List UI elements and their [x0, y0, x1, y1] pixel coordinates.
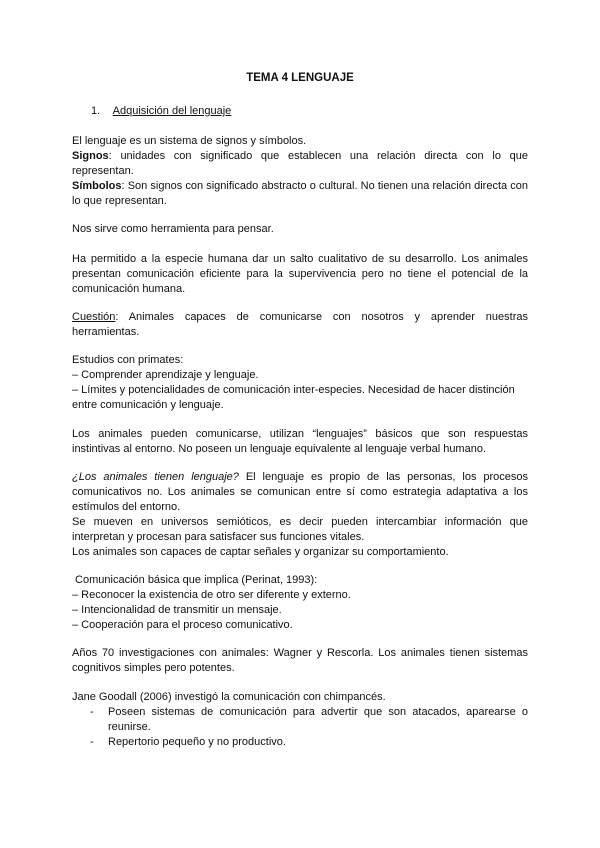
paragraph-herramienta: Nos sirve como herramienta para pensar. [72, 223, 274, 235]
comunicacion-item: – Intencionalidad de transmitir un mensaje. [72, 604, 282, 616]
comunicacion-item: – Cooperación para el proceso comunicativo. [72, 619, 293, 631]
pregunta-text: El lenguaje es propio de las personas, los procesos comunicativos no. Los animales se comunican entre sí como estrategia adaptativa a los estímulos del entorno. [72, 471, 529, 513]
paragraph-salto-cualitativo: Ha permitido a la especie humana dar un salto cualitativo de su desarrollo. Los animales presentan comunicación eficiente para la supervivencia pero no tiene el potencial de la comunicación humana. [72, 253, 528, 295]
list-item [90, 735, 528, 750]
goodall-list [90, 705, 528, 750]
estudios-item: – Comprender aprendizaje y lenguaje. [72, 369, 259, 381]
dash-bullet: - [90, 706, 94, 718]
pregunta-semioticos: Se mueven en universos semióticos, es decir pueden intercambiar información que interpretan y procesan para satisfacer sus funciones vitales. [72, 516, 528, 543]
paragraph-cuestion [72, 310, 528, 340]
comunicacion-basica [72, 573, 528, 633]
section-number: 1. [91, 105, 101, 117]
page-title: TEMA 4 LENGUAJE [246, 72, 354, 84]
comunicacion-item: – Reconocer la existencia de otro ser diferente y externo. [72, 589, 351, 601]
cuestion-text: : Animales capaces de comunicarse con nosotros y aprender nuestras herramientas. [72, 311, 528, 338]
dash-bullet: - [90, 736, 94, 748]
term-simbolos: Símbolos [72, 180, 122, 192]
term-cuestion: Cuestión [72, 311, 116, 323]
paragraph-comunicarse: Los animales pueden comunicarse, utilizan “lenguajes” básicos que son respuestas instintivas al entorno. No poseen un lenguaje equivalente al lenguaje verbal humano. [72, 428, 528, 455]
estudios-primates [72, 353, 528, 413]
paragraph-definition: El lenguaje es un sistema de signos y símbolos. [72, 135, 307, 147]
pregunta-senales: Los animales son capaces de captar señales y organizar su comportamiento. [72, 546, 449, 558]
estudios-heading: Estudios con primates: [72, 354, 184, 366]
simbolos-text: : Son signos con significado abstracto o cultural. No tienen una relación directa con lo que representan. [72, 180, 528, 207]
goodall-item-text: Poseen sistemas de comunicación para advertir que son atacados, aparearse o reunirse. [108, 706, 528, 733]
estudios-item: – Límites y potencialidades de comunicación inter-especies. Necesidad de hacer distinción entre comunicación y lenguaje. [72, 384, 515, 411]
section-heading [91, 104, 231, 119]
question-text: ¿Los animales tienen lenguaje? [72, 471, 239, 483]
signos-text: : unidades con significado que establecen una relación directa con lo que representan. [72, 150, 528, 177]
paragraph-simbolos [72, 179, 528, 209]
goodall-item-text: Repertorio pequeño y no productivo. [108, 736, 286, 748]
term-signos: Signos [72, 150, 109, 162]
list-item [90, 705, 528, 735]
paragraph-anos-70: Años 70 investigaciones con animales: Wagner y Rescorla. Los animales tienen sistemas cognitivos simples pero potentes. [72, 647, 528, 674]
goodall-heading: Jane Goodall (2006) investigó la comunicación con chimpancés. [72, 691, 386, 703]
paragraph-signos [72, 149, 528, 179]
comunicacion-heading: Comunicación básica que implica (Perinat, 1993): [72, 574, 318, 586]
paragraph-pregunta [72, 470, 528, 560]
section-label: Adquisición del lenguaje [112, 105, 232, 117]
